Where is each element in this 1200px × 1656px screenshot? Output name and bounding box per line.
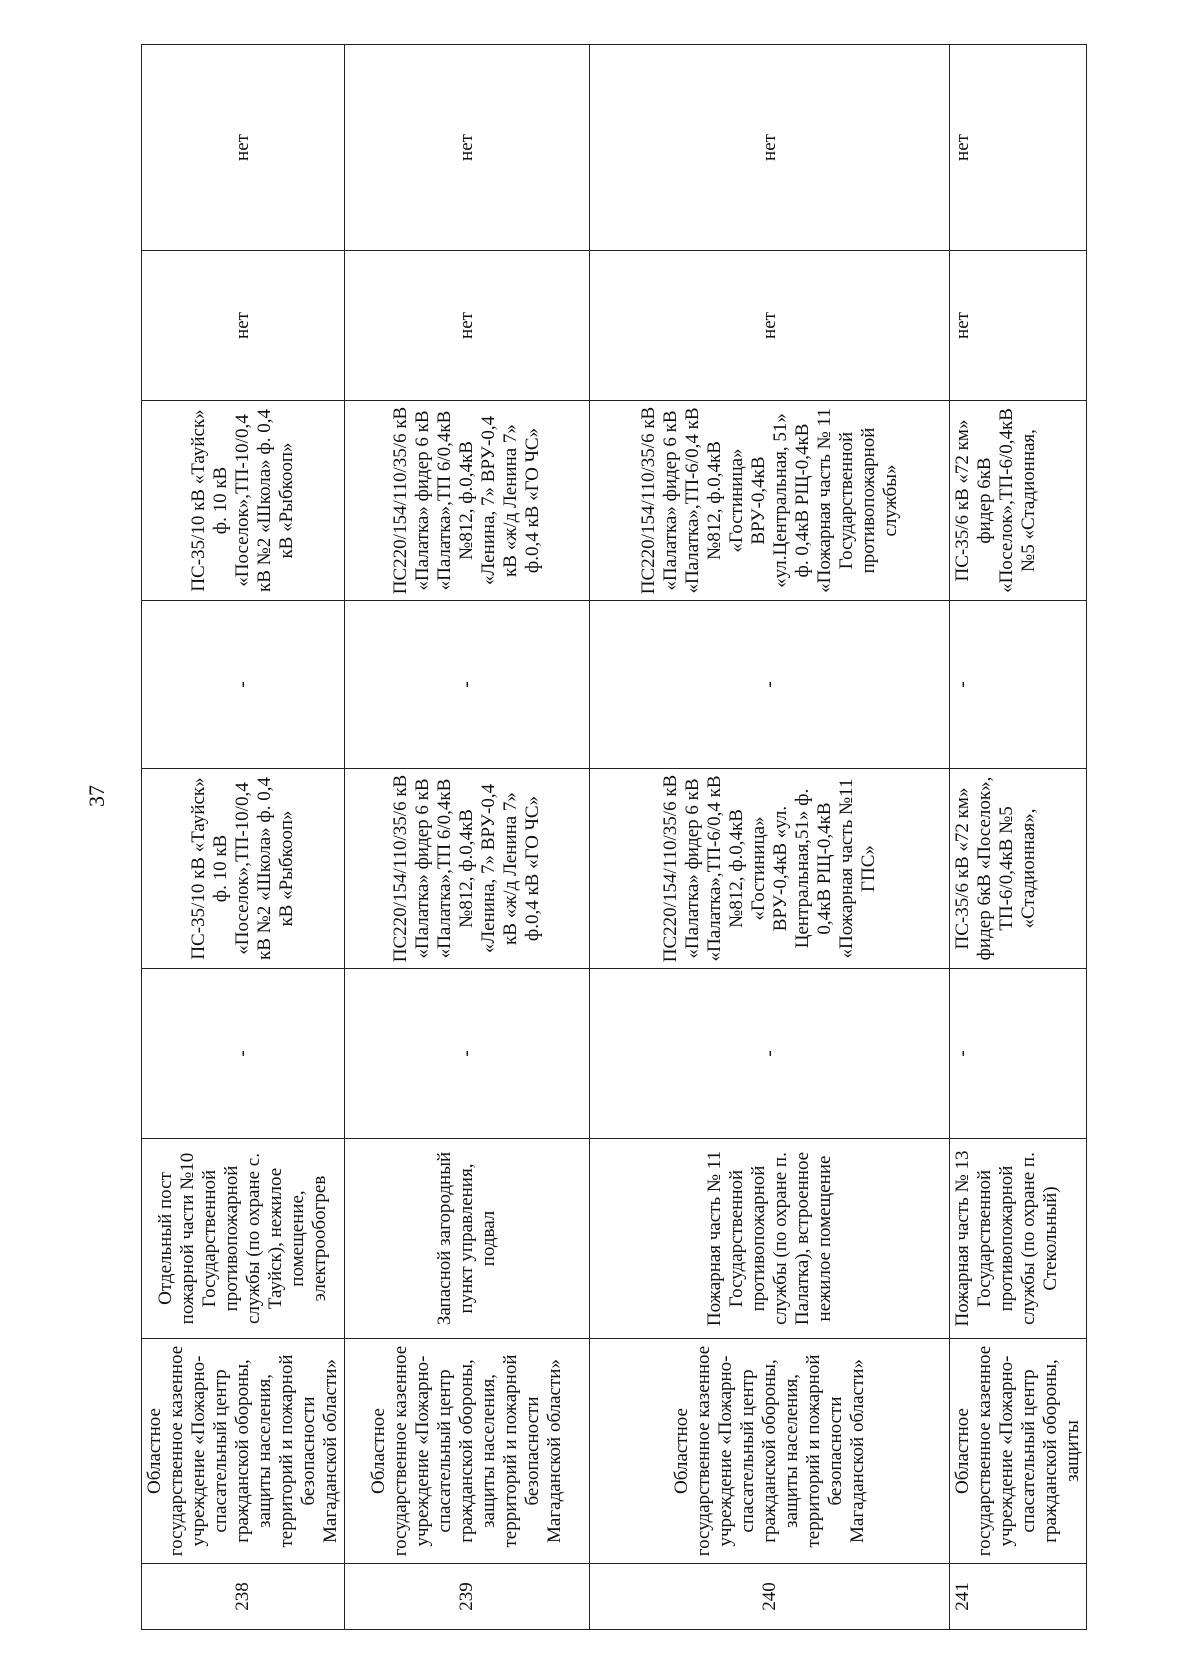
status-cell: нет (590, 251, 950, 401)
power-supply-table (141, 44, 1087, 1630)
status-cell: нет (345, 251, 590, 401)
supply-source-cell: ПС220/154/110/35/6 кВ «Палатка» фидер 6 кВ «Палатка»,ТП 6/0,4кВ №812, ф.0,4кВ «Ленина, 7» ВРУ-0,4 кВ «ж/д Ленина 7» ф.0,4 кВ «ГО ЧС» (345, 769, 590, 969)
supply-source-cell: ПС220/154/110/35/6 кВ «Палатка» фидер 6 кВ «Палатка»,ТП-6/0,4 кВ №812, ф.0,4кВ «Гостиница» ВРУ-0,4кВ «ул. Центральная,51» ф. 0,4кВ РЩ-0,4кВ «Пожарная часть №11 ГПС» (590, 769, 950, 969)
row-number: 238 (142, 1564, 345, 1630)
dash-cell: - (590, 969, 950, 1139)
dash-cell: - (950, 601, 1087, 769)
organization-cell: Областное государственное казенное учреждение «Пожарно-спасательный центр гражданской обороны, защиты населения, территорий и пожарной безопасности Магаданской области» (345, 1339, 590, 1564)
dash-cell: - (345, 601, 590, 769)
status-cell: нет (345, 45, 590, 251)
dash-cell: - (590, 601, 950, 769)
table-row (590, 45, 950, 1630)
row-number: 241 (950, 1564, 1087, 1630)
row-number: 239 (345, 1564, 590, 1630)
table-row (345, 45, 590, 1630)
status-cell: нет (950, 251, 1087, 401)
rotated-table-container (141, 45, 1083, 1630)
object-cell: Запасной загородный пункт управления, подвал (345, 1139, 590, 1339)
dash-cell: - (950, 969, 1087, 1139)
supply-source-cell: ПС-35/10 кВ «Тауйск» ф. 10 кВ «Поселок»,ТП-10/0,4 кВ №2 «Школа» ф. 0,4 кВ «Рыбкооп» (142, 401, 345, 601)
object-cell: Пожарная часть № 11 Государственной противопожарной службы (по охране п. Палатка), встроенное нежилое помещение (590, 1139, 950, 1339)
dash-cell: - (142, 969, 345, 1139)
table-row (142, 45, 345, 1630)
supply-source-cell: ПС-35/6 кВ «72 км» фидер 6кВ «Поселок», ТП-6/0,4кВ №5 «Стадионная», (950, 769, 1087, 969)
organization-cell: Областное государственное казенное учреждение «Пожарно-спасательный центр гражданской обороны, защиты (950, 1339, 1087, 1564)
dash-cell: - (345, 969, 590, 1139)
dash-cell: - (142, 601, 345, 769)
organization-cell: Областное государственное казенное учреждение «Пожарно-спасательный центр гражданской обороны, защиты населения, территорий и пожарной безопасности Магаданской области» (590, 1339, 950, 1564)
supply-source-cell: ПС220/154/110/35/6 кВ «Палатка» фидер 6 кВ «Палатка»,ТП 6/0,4кВ №812, ф.0,4кВ «Ленина, 7» ВРУ-0,4 кВ «ж/д Ленина 7» ф.0,4 кВ «ГО ЧС» (345, 401, 590, 601)
supply-source-cell: ПС-35/6 кВ «72 км» фидер 6кВ «Поселок»,ТП-6/0,4кВ №5 «Стадионная, (950, 401, 1087, 601)
page-number: 37 (84, 785, 109, 807)
supply-source-cell: ПС220/154/110/35/6 кВ «Палатка» фидер 6 кВ «Палатка»,ТП-6/0,4 кВ №812, ф.0,4кВ «Гостиница» ВРУ-0,4кВ «ул.Центральная, 51» ф. 0,4кВ РЩ-0,4кВ «Пожарная часть № 11 Государственной противопожарной службы» (590, 401, 950, 601)
status-cell: нет (950, 45, 1087, 251)
object-cell: Пожарная часть № 13 Государственной противопожарной службы (по охране п. Стекольный) (950, 1139, 1087, 1339)
status-cell: нет (142, 251, 345, 401)
status-cell: нет (142, 45, 345, 251)
object-cell: Отдельный пост пожарной части №10 Государственной противопожарной службы (по охране с. Тауйск), нежилое помещение, электрообогрев (142, 1139, 345, 1339)
organization-cell: Областное государственное казенное учреждение «Пожарно-спасательный центр гражданской обороны, защиты населения, территорий и пожарной безопасности Магаданской области» (142, 1339, 345, 1564)
table-row (950, 45, 1087, 1630)
status-cell: нет (590, 45, 950, 251)
row-number: 240 (590, 1564, 950, 1630)
supply-source-cell: ПС-35/10 кВ «Тауйск» ф. 10 кВ «Поселок»,ТП-10/0,4 кВ №2 «Школа» ф. 0,4 кВ «Рыбкооп» (142, 769, 345, 969)
